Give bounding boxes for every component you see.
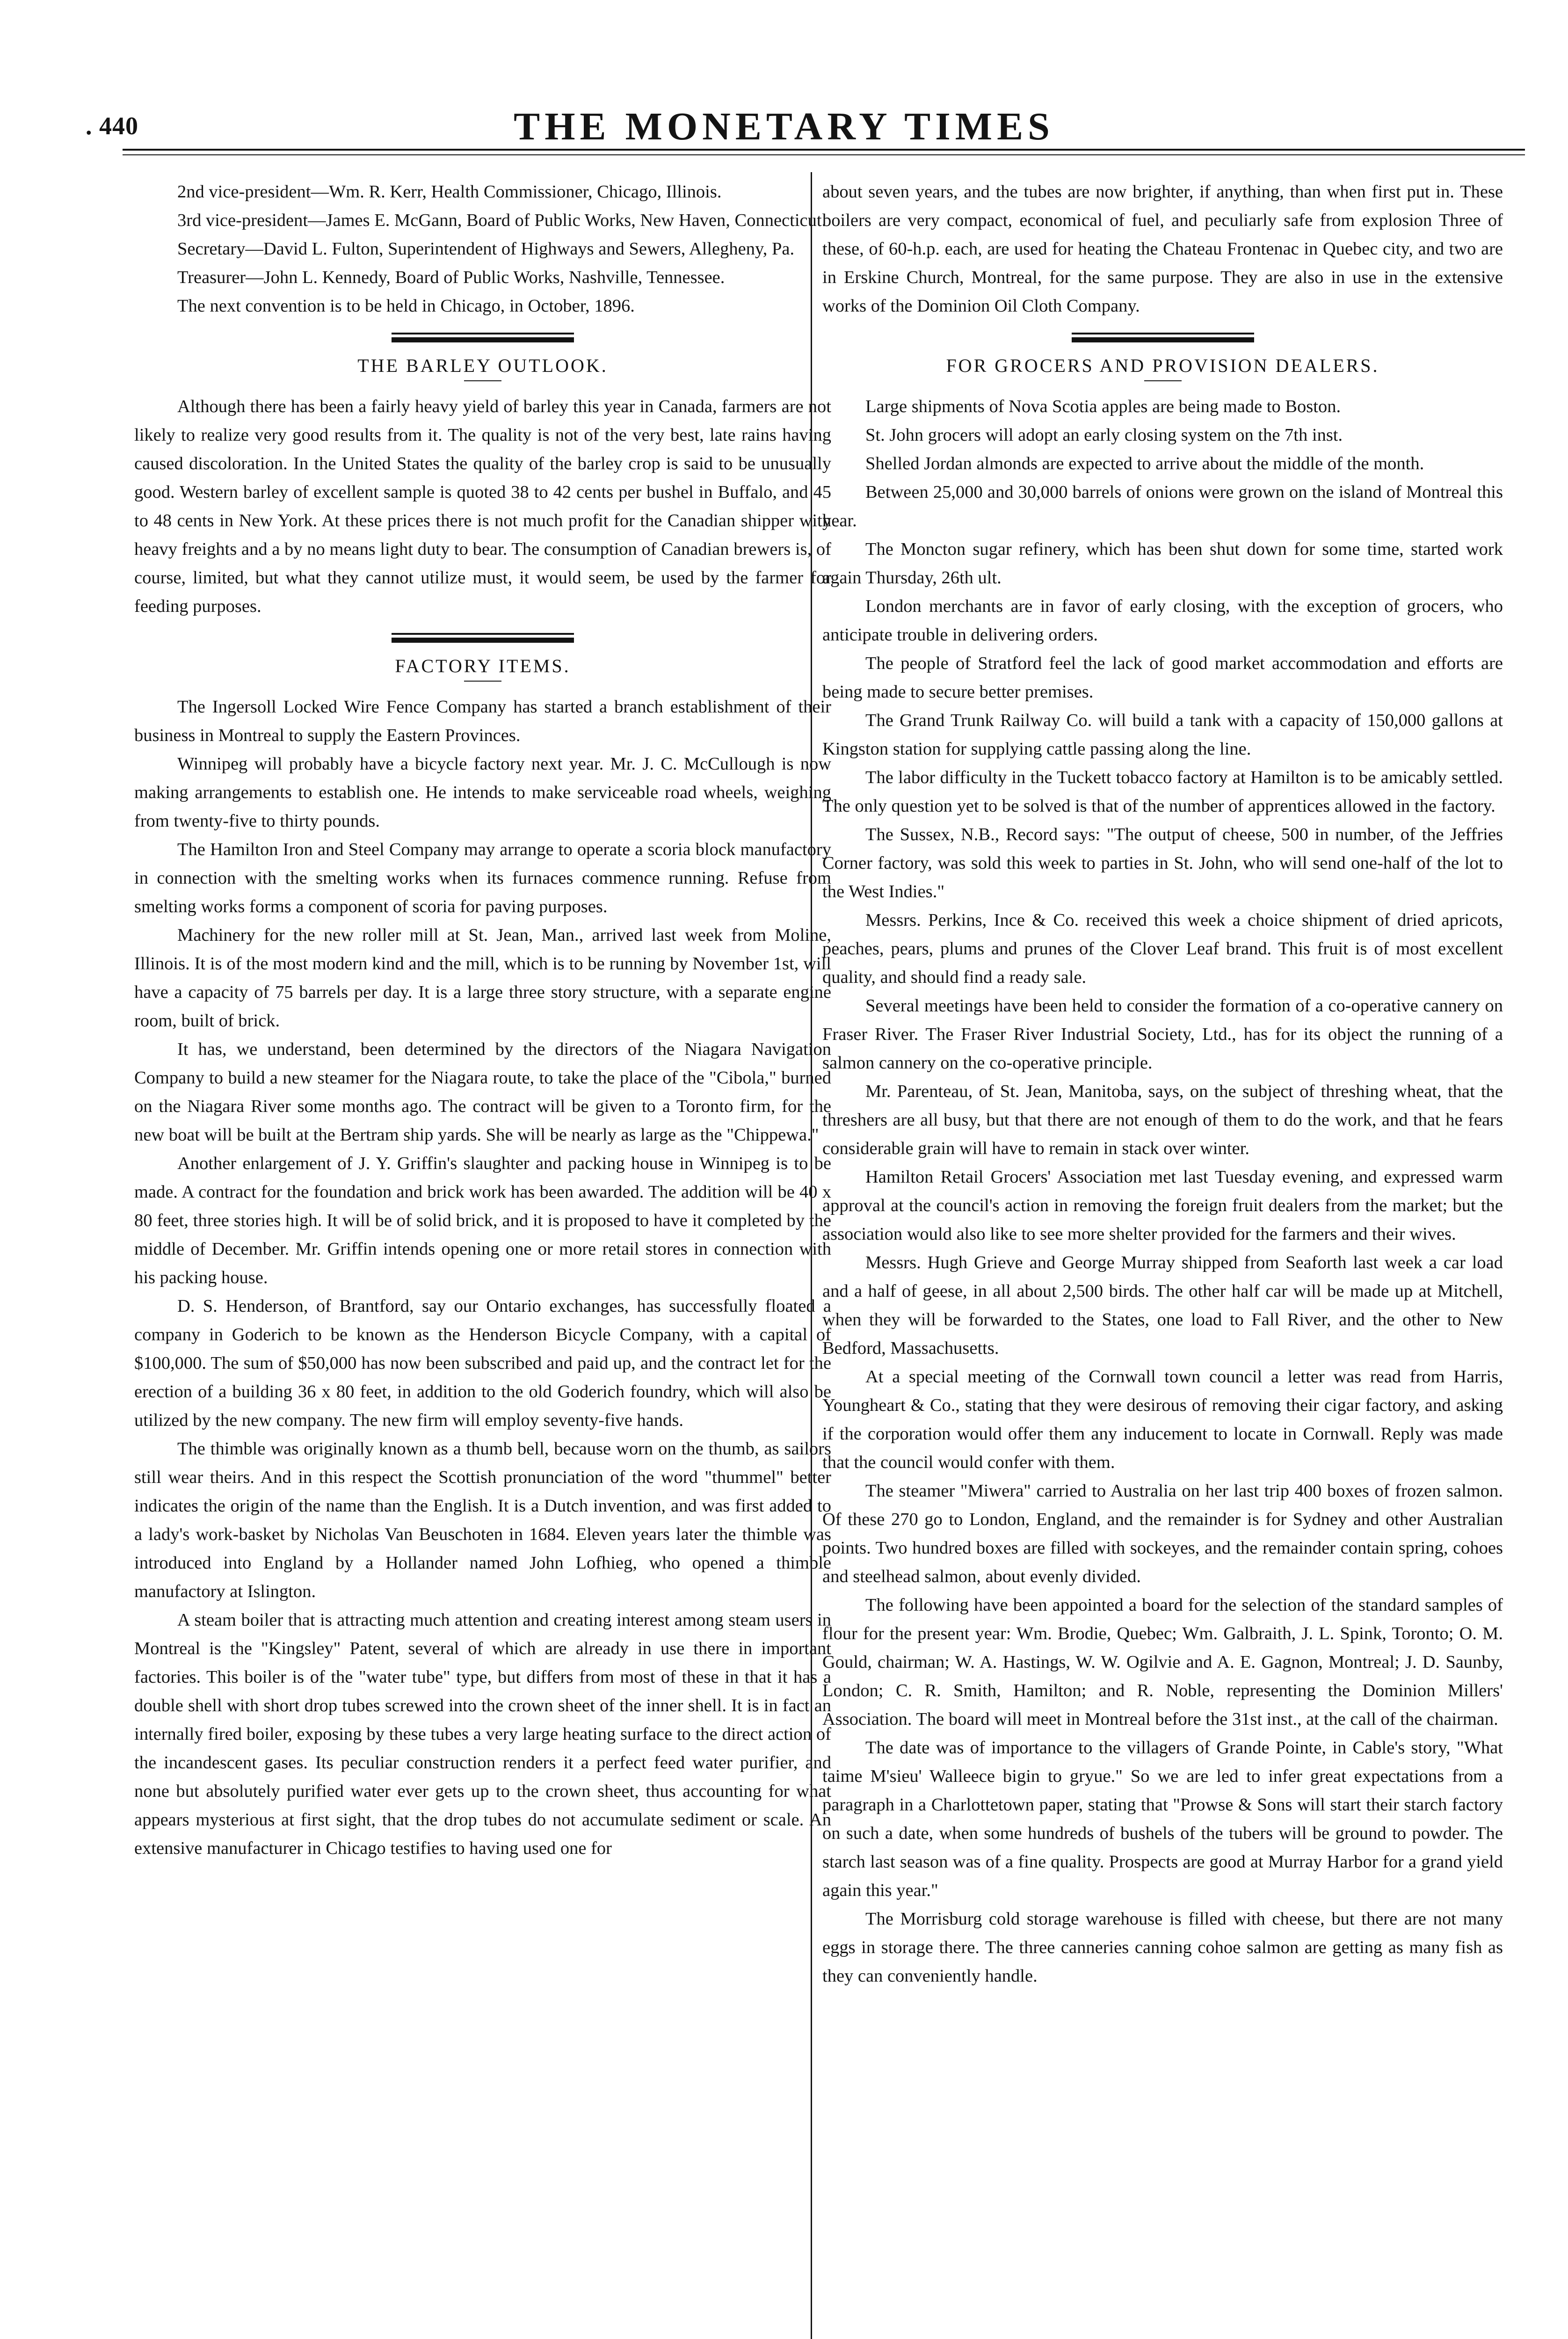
left-column (134, 178, 831, 1863)
news-item: The labor difficulty in the Tuckett tobacco factory at Hamilton is to be amicably settled. The only question yet to be solved is that of the number of apprentices allowed in the factory. (822, 768, 1503, 816)
news-item: The date was of importance to the villagers of Grande Pointe, in Cable's story, "What taime M'sieu' Walleece bigin to gryue." So we are led to infer great expectations from a paragraph in a Charlottetown paper, stating that "Prowse & Sons will start their starch factory on such a date, when some hundreds of bushels of the tubers will be ground to powder. The starch last season was of a fine quality. Prospects are good at Murray Harbor for a grand yield again this year." (822, 1738, 1503, 1900)
officer-line: Secretary—David L. Fulton, Superintendent of Highways and Sewers, Allegheny, Pa. (177, 239, 795, 259)
heading-underline (464, 380, 501, 381)
article-paragraph: The Ingersoll Locked Wire Fence Company has started a branch establishment of their business in Montreal to supply the Eastern Provinces. (134, 697, 831, 745)
article-paragraph: It has, we understand, been determined by the directors of the Niagara Navigation Company to build a new steamer for the Niagara route, to take the place of the "Cibola," burned on the Niagara River some months ago. The contract will be given to a Toronto firm, for the new boat will be built at the Bertram ship yards. She will be nearly as large as the "Chippewa." (134, 1039, 831, 1145)
article-paragraph: Another enlargement of J. Y. Griffin's slaughter and packing house in Winnipeg is to be made. A contract for the foundation and brick work has been awarded. The addition will be 40 x 80 feet, three stories high. It will be of solid brick, and it is proposed to have it completed by the middle of December. Mr. Griffin intends opening one or more retail stores in connection with his packing house. (134, 1154, 831, 1287)
header-rule-thin (123, 154, 1525, 155)
article-paragraph: The Hamilton Iron and Steel Company may arrange to operate a scoria block manufactory in connection with the smelting works when its furnaces commence running. Refuse from smelting works forms a component of scoria for paving purposes. (134, 840, 831, 916)
news-item: Mr. Parenteau, of St. Jean, Manitoba, says, on the subject of threshing wheat, that the threshers are all busy, but that there are not enough of them to do the work, and that he fears considerable grain will have to remain in stack over winter. (822, 1082, 1503, 1158)
news-item: The Grand Trunk Railway Co. will build a tank with a capacity of 150,000 gallons at Kingston station for supplying cattle passing along the line. (822, 711, 1503, 759)
news-item: The following have been appointed a board for the selection of the standard samples of flour for the present year: Wm. Brodie, Quebec; Wm. Galbraith, J. L. Spink, Toronto; O. M. Gould, chairman; W. A. Hastings, W. W. Ogilvie and A. E. Gagnon, Montreal; J. D. Saunby, London; C. R. Smith, Hamilton; and R. Noble, representing the Dominion Millers' Association. The board will meet in Montreal before the 31st inst., at the call of the chairman. (822, 1595, 1503, 1729)
masthead-title: THE MONETARY TIMES (514, 105, 1054, 148)
barley-heading: THE BARLEY OUTLOOK. (357, 355, 608, 376)
right-column (822, 178, 1503, 1990)
officer-line: 2nd vice-president—Wm. R. Kerr, Health Commissioner, Chicago, Illinois. (177, 182, 722, 202)
heading-underline (464, 681, 501, 682)
grocers-heading: FOR GROCERS AND PROVISION DEALERS. (946, 355, 1379, 376)
news-item: The Moncton sugar refinery, which has been shut down for some time, started work again Thursday, 26th ult. (822, 539, 1503, 588)
article-paragraph: D. S. Henderson, of Brantford, say our Ontario exchanges, has successfully floated a company in Goderich to be known as the Henderson Bicycle Company, with a capital of $100,000. The sum of $50,000 has now been subscribed and paid up, and the contract let for the erection of a building 36 x 80 feet, in addition to the old Goderich foundry, which will also be utilized by the new company. The new firm will employ seventy-five hands. (134, 1296, 831, 1430)
convention-note: The next convention is to be held in Chicago, in October, 1896. (177, 296, 635, 316)
news-item: The steamer "Miwera" carried to Australia on her last trip 400 boxes of frozen salmon. Of these 270 go to London, England, and the remainder is for Sydney and other Australian points. Two hundred boxes are filled with sockeyes, and the remainder contain spring, cohoes and steelhead salmon, about evenly divided. (822, 1481, 1503, 1586)
section-separator (134, 633, 831, 643)
news-item: Large shipments of Nova Scotia apples are being made to Boston. (865, 397, 1341, 416)
article-paragraph: The thimble was originally known as a thumb bell, because worn on the thumb, as sailors still wear theirs. And in this respect the Scottish pronunciation of the word "thummel" better indicates the origin of the name than the English. It is a Dutch invention, and was first added to a lady's work-basket by Nicholas Van Beuschoten in 1684. Eleven years later the thimble was introduced into England by a Hollander named John Lofhieg, who opened a thimble manufactory at Islington. (134, 1439, 831, 1601)
section-separator (822, 333, 1503, 342)
news-item: Messrs. Perkins, Ince & Co. received this week a choice shipment of dried apricots, peaches, pears, plums and prunes of the Clover Leaf brand. This fruit is of most excellent quality, and should find a ready sale. (822, 910, 1503, 987)
officer-line: Treasurer—John L. Kennedy, Board of Public Works, Nashville, Tennessee. (177, 268, 725, 287)
page-number: . 440 (86, 112, 138, 140)
news-item: Shelled Jordan almonds are expected to arrive about the middle of the month. (865, 454, 1424, 473)
news-item: Hamilton Retail Grocers' Association met last Tuesday evening, and expressed warm approval at the council's action in removing the foreign fruit dealers from the market; but the association would also like to see more shelter provided for the farmers and their wives. (822, 1167, 1503, 1244)
news-item: The people of Stratford feel the lack of good market accommodation and efforts are being made to secure better premises. (822, 654, 1503, 702)
continued-paragraph: about seven years, and the tubes are now brighter, if anything, than when first put in. These boilers are very compact, economical of fuel, and peculiarly safe from explosion Three of these, of 60-h.p. each, are used for heating the Chateau Frontenac in Quebec city, and two are in Erskine Church, Montreal, for the same purpose. They are also in use in the extensive works of the Dominion Oil Cloth Company. (822, 182, 1503, 316)
article-paragraph: Winnipeg will probably have a bicycle factory next year. Mr. J. C. McCullough is now making arrangements to establish one. He intends to make serviceable road wheels, weighing from twenty-five to thirty pounds. (134, 754, 831, 831)
news-item: Several meetings have been held to consider the formation of a co-operative cannery on Fraser River. The Fraser River Industrial Society, Ltd., has for its object the running of a salmon cannery on the co-operative principle. (822, 996, 1503, 1073)
news-item: At a special meeting of the Cornwall town council a letter was read from Harris, Youngheart & Co., stating that they were desirous of removing their cigar factory, and asking if the corporation would offer them any inducement to locate in Cornwall. Reply was made that the council would confer with them. (822, 1367, 1503, 1472)
news-item: Messrs. Hugh Grieve and George Murray shipped from Seaforth last week a car load and a half of geese, in all about 2,500 birds. The other half car will be made up at Mitchell, when they will be forwarded to the States, one load to Fall River, and the other to New Bedford, Massachusetts. (822, 1253, 1503, 1358)
factory-heading: FACTORY ITEMS. (395, 655, 571, 676)
article-paragraph: Although there has been a fairly heavy yield of barley this year in Canada, farmers are not likely to realize very good results from it. The quality is not of the very best, late rains having caused discoloration. In the United States the quality of the barley crop is said to be unusually good. Western barley of excellent sample is quoted 38 to 42 cents per bushel in Buffalo, and 45 to 48 cents in New York. At these prices there is not much profit for the Canadian shipper with heavy freights and a by no means light duty to bear. The consumption of Canadian brewers is, of course, limited, but what they cannot utilize must, it would seem, be used by the farmer for feeding purposes. (134, 397, 831, 616)
news-item: The Morrisburg cold storage warehouse is filled with cheese, but there are not many eggs in storage there. The three canneries canning cohoe salmon are getting as many fish as they can conveniently handle. (822, 1909, 1503, 1986)
news-item: London merchants are in favor of early closing, with the exception of grocers, who anticipate trouble in delivering orders. (822, 596, 1503, 645)
section-separator (134, 333, 831, 342)
article-paragraph: A steam boiler that is attracting much attention and creating interest among steam users in Montreal is the "Kingsley" Patent, several of which are already in use there in important factories. This boiler is of the "water tube" type, but differs from most of these in that it has a double shell with short drop tubes screwed into the crown sheet of the inner shell. It is in fact an internally fired boiler, exposing by these tubes a very large heating surface to the direct action of the incandescent gases. Its peculiar construction renders it a perfect feed water purifier, and none but absolutely purified water ever gets up to the crown sheet, thus accounting for what appears mysterious at first sight, that the drop tubes do not accumulate sediment or scale. An extensive manufacturer in Chicago testifies to having used one for (134, 1610, 831, 1858)
news-item: St. John grocers will adopt an early closing system on the 7th inst. (865, 425, 1343, 445)
officer-line: 3rd vice-president—James E. McGann, Board of Public Works, New Haven, Connecticut. (177, 211, 827, 230)
news-item: Between 25,000 and 30,000 barrels of onions were grown on the island of Montreal this year. (822, 482, 1503, 530)
header-rule (123, 149, 1525, 151)
article-paragraph: Machinery for the new roller mill at St. Jean, Man., arrived last week from Moline, Illinois. It is of the most modern kind and the mill, which is to be running by November 1st, will have a capacity of 75 barrels per day. It is a large three story structure, with a separate engine room, built of brick. (134, 925, 831, 1031)
news-item: The Sussex, N.B., Record says: "The output of cheese, 500 in number, of the Jeffries Corner factory, was sold this week to parties in St. John, who will send one-half of the lot to the West Indies." (822, 825, 1503, 901)
heading-underline (1144, 380, 1182, 381)
